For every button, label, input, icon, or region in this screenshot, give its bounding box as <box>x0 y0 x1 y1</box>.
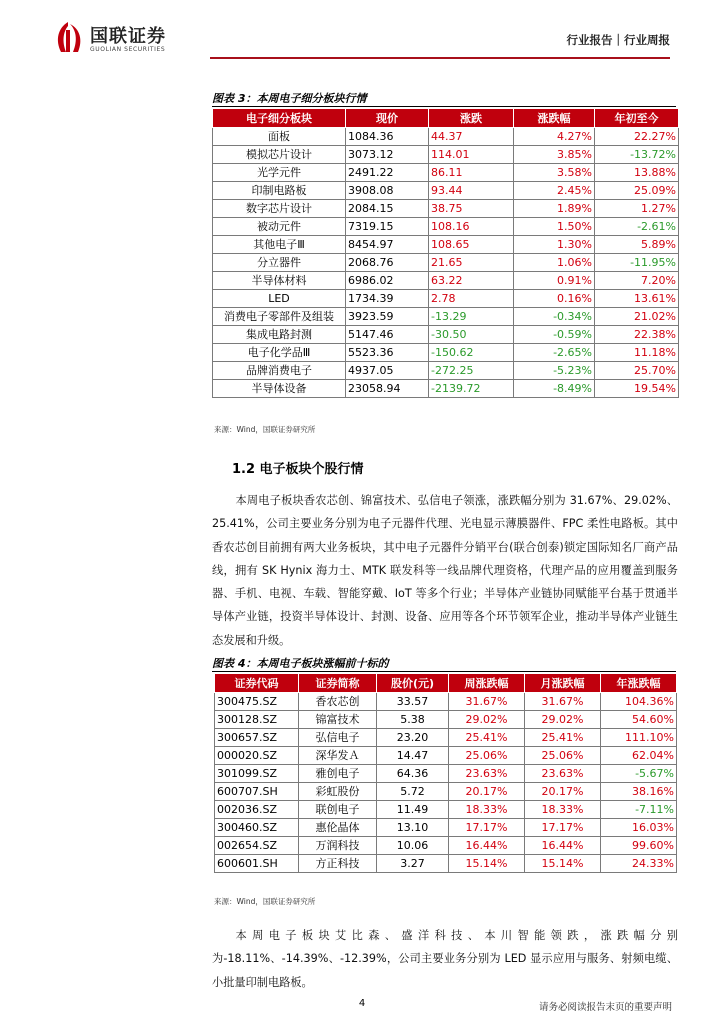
table-cell: 13.61% <box>595 290 679 308</box>
table-cell: -30.50 <box>429 326 514 344</box>
table-cell: -272.25 <box>429 362 514 380</box>
table-row <box>215 765 677 783</box>
table-cell: 108.16 <box>429 218 514 236</box>
table-cell: 23.63% <box>525 765 601 783</box>
table-row <box>213 362 679 380</box>
table-cell: 惠伦晶体 <box>299 819 377 837</box>
table-header-row <box>213 109 679 128</box>
table-cell: 62.04% <box>601 747 677 765</box>
table-cell: 3.85% <box>514 146 595 164</box>
table-cell: 2084.15 <box>346 200 429 218</box>
table-cell: 联创电子 <box>299 801 377 819</box>
table-cell: 1.50% <box>514 218 595 236</box>
table-cell: 分立器件 <box>213 254 346 272</box>
table-cell: 000020.SZ <box>215 747 299 765</box>
table-cell: 2491.22 <box>346 164 429 182</box>
table-row <box>213 146 679 164</box>
table4-caption: 图表 4：本周电子板块涨幅前十标的 <box>212 657 389 670</box>
table-row <box>215 711 677 729</box>
table-row <box>215 801 677 819</box>
table-cell: 半导体设备 <box>213 380 346 398</box>
table-cell: 33.57 <box>377 693 449 711</box>
table-row <box>213 218 679 236</box>
table-cell: 7.20% <box>595 272 679 290</box>
table-cell: 18.33% <box>449 801 525 819</box>
table-cell: 111.10% <box>601 729 677 747</box>
table-cell: 16.44% <box>525 837 601 855</box>
table-cell: 54.60% <box>601 711 677 729</box>
table-cell: 21.02% <box>595 308 679 326</box>
table-cell: 301099.SZ <box>215 765 299 783</box>
table-cell: 被动元件 <box>213 218 346 236</box>
table-cell: -2139.72 <box>429 380 514 398</box>
table-cell: 5523.36 <box>346 344 429 362</box>
table-cell: 23058.94 <box>346 380 429 398</box>
sector-performance-table <box>212 108 679 398</box>
table-row <box>215 819 677 837</box>
table-cell: 1.27% <box>595 200 679 218</box>
table-cell: 11.18% <box>595 344 679 362</box>
table-cell: 300460.SZ <box>215 819 299 837</box>
table-cell: -0.34% <box>514 308 595 326</box>
table-cell: 600601.SH <box>215 855 299 873</box>
table-cell: 弘信电子 <box>299 729 377 747</box>
table-cell: 15.14% <box>525 855 601 873</box>
table-cell: 5.72 <box>377 783 449 801</box>
table-cell: 1.89% <box>514 200 595 218</box>
table-cell: 002036.SZ <box>215 801 299 819</box>
table-cell: 64.36 <box>377 765 449 783</box>
table-cell: 4937.05 <box>346 362 429 380</box>
column-header: 证券简称 <box>299 674 377 693</box>
logo-text-en: GUOLIAN SECURITIES <box>90 46 166 53</box>
column-header: 证券代码 <box>215 674 299 693</box>
table-cell: 16.44% <box>449 837 525 855</box>
table-row <box>213 164 679 182</box>
column-header: 电子细分板块 <box>213 109 346 128</box>
table-cell: 4.27% <box>514 128 595 146</box>
table-cell: 彩虹股份 <box>299 783 377 801</box>
paragraph-leaders <box>212 489 678 652</box>
table-cell: -5.23% <box>514 362 595 380</box>
table-cell: 3.27 <box>377 855 449 873</box>
table-row <box>213 200 679 218</box>
table-row <box>215 855 677 873</box>
table-cell: 25.41% <box>525 729 601 747</box>
header-divider <box>210 57 670 59</box>
page-number: 4 <box>358 998 366 1009</box>
table-cell: 29.02% <box>525 711 601 729</box>
table-row <box>213 182 679 200</box>
table-cell: -13.29 <box>429 308 514 326</box>
table-cell: 600707.SH <box>215 783 299 801</box>
table-row <box>213 344 679 362</box>
table-cell: 63.22 <box>429 272 514 290</box>
table-cell: 半导体材料 <box>213 272 346 290</box>
table-cell: 002654.SZ <box>215 837 299 855</box>
table-cell: 19.54% <box>595 380 679 398</box>
table-cell: 21.65 <box>429 254 514 272</box>
table-cell: 5.38 <box>377 711 449 729</box>
paragraph-text: 本周电子板块香农芯创、锦富技术、弘信电子领涨，涨跌幅分别为 31.67%、29.02%、25.41%，公司主要业务分别为电子元器件代理、光电显示薄膜器件、FPC 柔性电路板。其中香农芯创目前拥有两大业务板块，其中电子元器件分销平台(联合创泰)锁定国际知名厂商产品线，拥有 SK Hynix 海力士、MTK 联发科等一线品牌代理资格，代理产品的应用覆盖到服务器、手机、电视、车载、智能穿戴、IoT 等多个行业；半导体产业链协同赋能平台基于贯通半导体产业链，投资半导体设计、封测、设备、应用等各个环节领军企业，推动半导体产业链生态发展和升级。 <box>212 494 678 647</box>
table-cell: 消费电子零部件及组装 <box>213 308 346 326</box>
table-cell: 深华发Ａ <box>299 747 377 765</box>
column-header: 年初至今 <box>595 109 679 128</box>
table-cell: -2.65% <box>514 344 595 362</box>
table-row <box>215 837 677 855</box>
table-cell: 18.33% <box>525 801 601 819</box>
table-cell: 25.41% <box>449 729 525 747</box>
table-cell: 其他电子Ⅲ <box>213 236 346 254</box>
table-cell: LED <box>213 290 346 308</box>
table-cell: 3923.59 <box>346 308 429 326</box>
table-row <box>215 747 677 765</box>
report-type: 行业报告｜行业周报 <box>566 33 670 47</box>
table-cell: -2.61% <box>595 218 679 236</box>
table-cell: 11.49 <box>377 801 449 819</box>
table-cell: 300128.SZ <box>215 711 299 729</box>
table-cell: 25.09% <box>595 182 679 200</box>
table-cell: 3073.12 <box>346 146 429 164</box>
table-cell: 模拟芯片设计 <box>213 146 346 164</box>
table-cell: 24.33% <box>601 855 677 873</box>
table-cell: 数字芯片设计 <box>213 200 346 218</box>
table-cell: 雅创电子 <box>299 765 377 783</box>
table-cell: 2.78 <box>429 290 514 308</box>
table-row <box>213 380 679 398</box>
table-row <box>213 290 679 308</box>
table-header-row <box>215 674 677 693</box>
table4-caption-rule <box>212 671 676 672</box>
table-cell: -7.11% <box>601 801 677 819</box>
table-row <box>213 272 679 290</box>
table-cell: 25.06% <box>525 747 601 765</box>
table-cell: -5.67% <box>601 765 677 783</box>
table-cell: 23.20 <box>377 729 449 747</box>
table-row <box>215 729 677 747</box>
table-cell: 香农芯创 <box>299 693 377 711</box>
column-header: 月涨跌幅 <box>525 674 601 693</box>
table-row <box>213 254 679 272</box>
table-cell: 22.38% <box>595 326 679 344</box>
column-header: 年涨跌幅 <box>601 674 677 693</box>
table-cell: 7319.15 <box>346 218 429 236</box>
table-cell: 99.60% <box>601 837 677 855</box>
company-logo <box>52 18 192 58</box>
table-cell: 锦富技术 <box>299 711 377 729</box>
table-cell: 万润科技 <box>299 837 377 855</box>
table4-source: 来源：Wind，国联证券研究所 <box>214 897 316 906</box>
table-cell: 6986.02 <box>346 272 429 290</box>
table3-source: 来源：Wind，国联证券研究所 <box>214 425 316 434</box>
table-cell: 108.65 <box>429 236 514 254</box>
table-cell: -13.72% <box>595 146 679 164</box>
table-cell: 1084.36 <box>346 128 429 146</box>
table-cell: 0.91% <box>514 272 595 290</box>
table-cell: -0.59% <box>514 326 595 344</box>
table-cell: 8454.97 <box>346 236 429 254</box>
table-cell: 13.88% <box>595 164 679 182</box>
table-row <box>213 236 679 254</box>
table-cell: 2068.76 <box>346 254 429 272</box>
table-cell: 14.47 <box>377 747 449 765</box>
table-cell: 20.17% <box>449 783 525 801</box>
table-cell: -11.95% <box>595 254 679 272</box>
table-cell: 5147.46 <box>346 326 429 344</box>
table-cell: 20.17% <box>525 783 601 801</box>
table-row <box>213 128 679 146</box>
column-header: 涨跌 <box>429 109 514 128</box>
table-cell: 93.44 <box>429 182 514 200</box>
table-cell: 电子化学品Ⅲ <box>213 344 346 362</box>
table-cell: 22.27% <box>595 128 679 146</box>
table-cell: 38.75 <box>429 200 514 218</box>
table-cell: 114.01 <box>429 146 514 164</box>
table-cell: 10.06 <box>377 837 449 855</box>
table-cell: 方正科技 <box>299 855 377 873</box>
column-header: 涨跌幅 <box>514 109 595 128</box>
table-cell: 品牌消费电子 <box>213 362 346 380</box>
table-cell: 25.06% <box>449 747 525 765</box>
table-cell: -8.49% <box>514 380 595 398</box>
table3-caption: 图表 3：本周电子细分板块行情 <box>212 92 367 105</box>
table-cell: 38.16% <box>601 783 677 801</box>
disclaimer-note: 请务必阅读报告末页的重要声明 <box>538 1002 672 1013</box>
table-cell: 3.58% <box>514 164 595 182</box>
table-cell: 面板 <box>213 128 346 146</box>
table-cell: 25.70% <box>595 362 679 380</box>
paragraph-text: 本周电子板块艾比森、盛洋科技、本川智能领跌，涨跌幅分别为-18.11%、-14.39%、-12.39%，公司主要业务分别为 LED 显示应用与服务、射频电缆、小批量印制电路板。 <box>212 929 678 989</box>
paragraph-decliners <box>212 924 678 994</box>
table-row <box>213 326 679 344</box>
table-cell: 16.03% <box>601 819 677 837</box>
table-cell: 印制电路板 <box>213 182 346 200</box>
table3-caption-rule <box>212 106 676 107</box>
table-cell: 2.45% <box>514 182 595 200</box>
guolian-logo-icon <box>52 20 84 54</box>
table-cell: -150.62 <box>429 344 514 362</box>
table-row <box>215 783 677 801</box>
table-cell: 31.67% <box>525 693 601 711</box>
table-cell: 1734.39 <box>346 290 429 308</box>
table-cell: 15.14% <box>449 855 525 873</box>
table-cell: 13.10 <box>377 819 449 837</box>
table-cell: 17.17% <box>525 819 601 837</box>
table-cell: 光学元件 <box>213 164 346 182</box>
table-cell: 1.30% <box>514 236 595 254</box>
table-cell: 23.63% <box>449 765 525 783</box>
section-title: 1.2 电子板块个股行情 <box>232 462 364 477</box>
table-cell: 86.11 <box>429 164 514 182</box>
table-cell: 17.17% <box>449 819 525 837</box>
table-cell: 0.16% <box>514 290 595 308</box>
table-cell: 5.89% <box>595 236 679 254</box>
table-row <box>215 693 677 711</box>
column-header: 现价 <box>346 109 429 128</box>
table-cell: 300475.SZ <box>215 693 299 711</box>
logo-text-cn: 国联证券 <box>90 26 166 47</box>
table-cell: 31.67% <box>449 693 525 711</box>
table-cell: 3908.08 <box>346 182 429 200</box>
table-cell: 44.37 <box>429 128 514 146</box>
table-cell: 104.36% <box>601 693 677 711</box>
column-header: 周涨跌幅 <box>449 674 525 693</box>
column-header: 股价(元) <box>377 674 449 693</box>
table-cell: 集成电路封测 <box>213 326 346 344</box>
table-row <box>213 308 679 326</box>
table-cell: 300657.SZ <box>215 729 299 747</box>
table-cell: 29.02% <box>449 711 525 729</box>
table-cell: 1.06% <box>514 254 595 272</box>
top-gainers-table <box>214 673 677 873</box>
